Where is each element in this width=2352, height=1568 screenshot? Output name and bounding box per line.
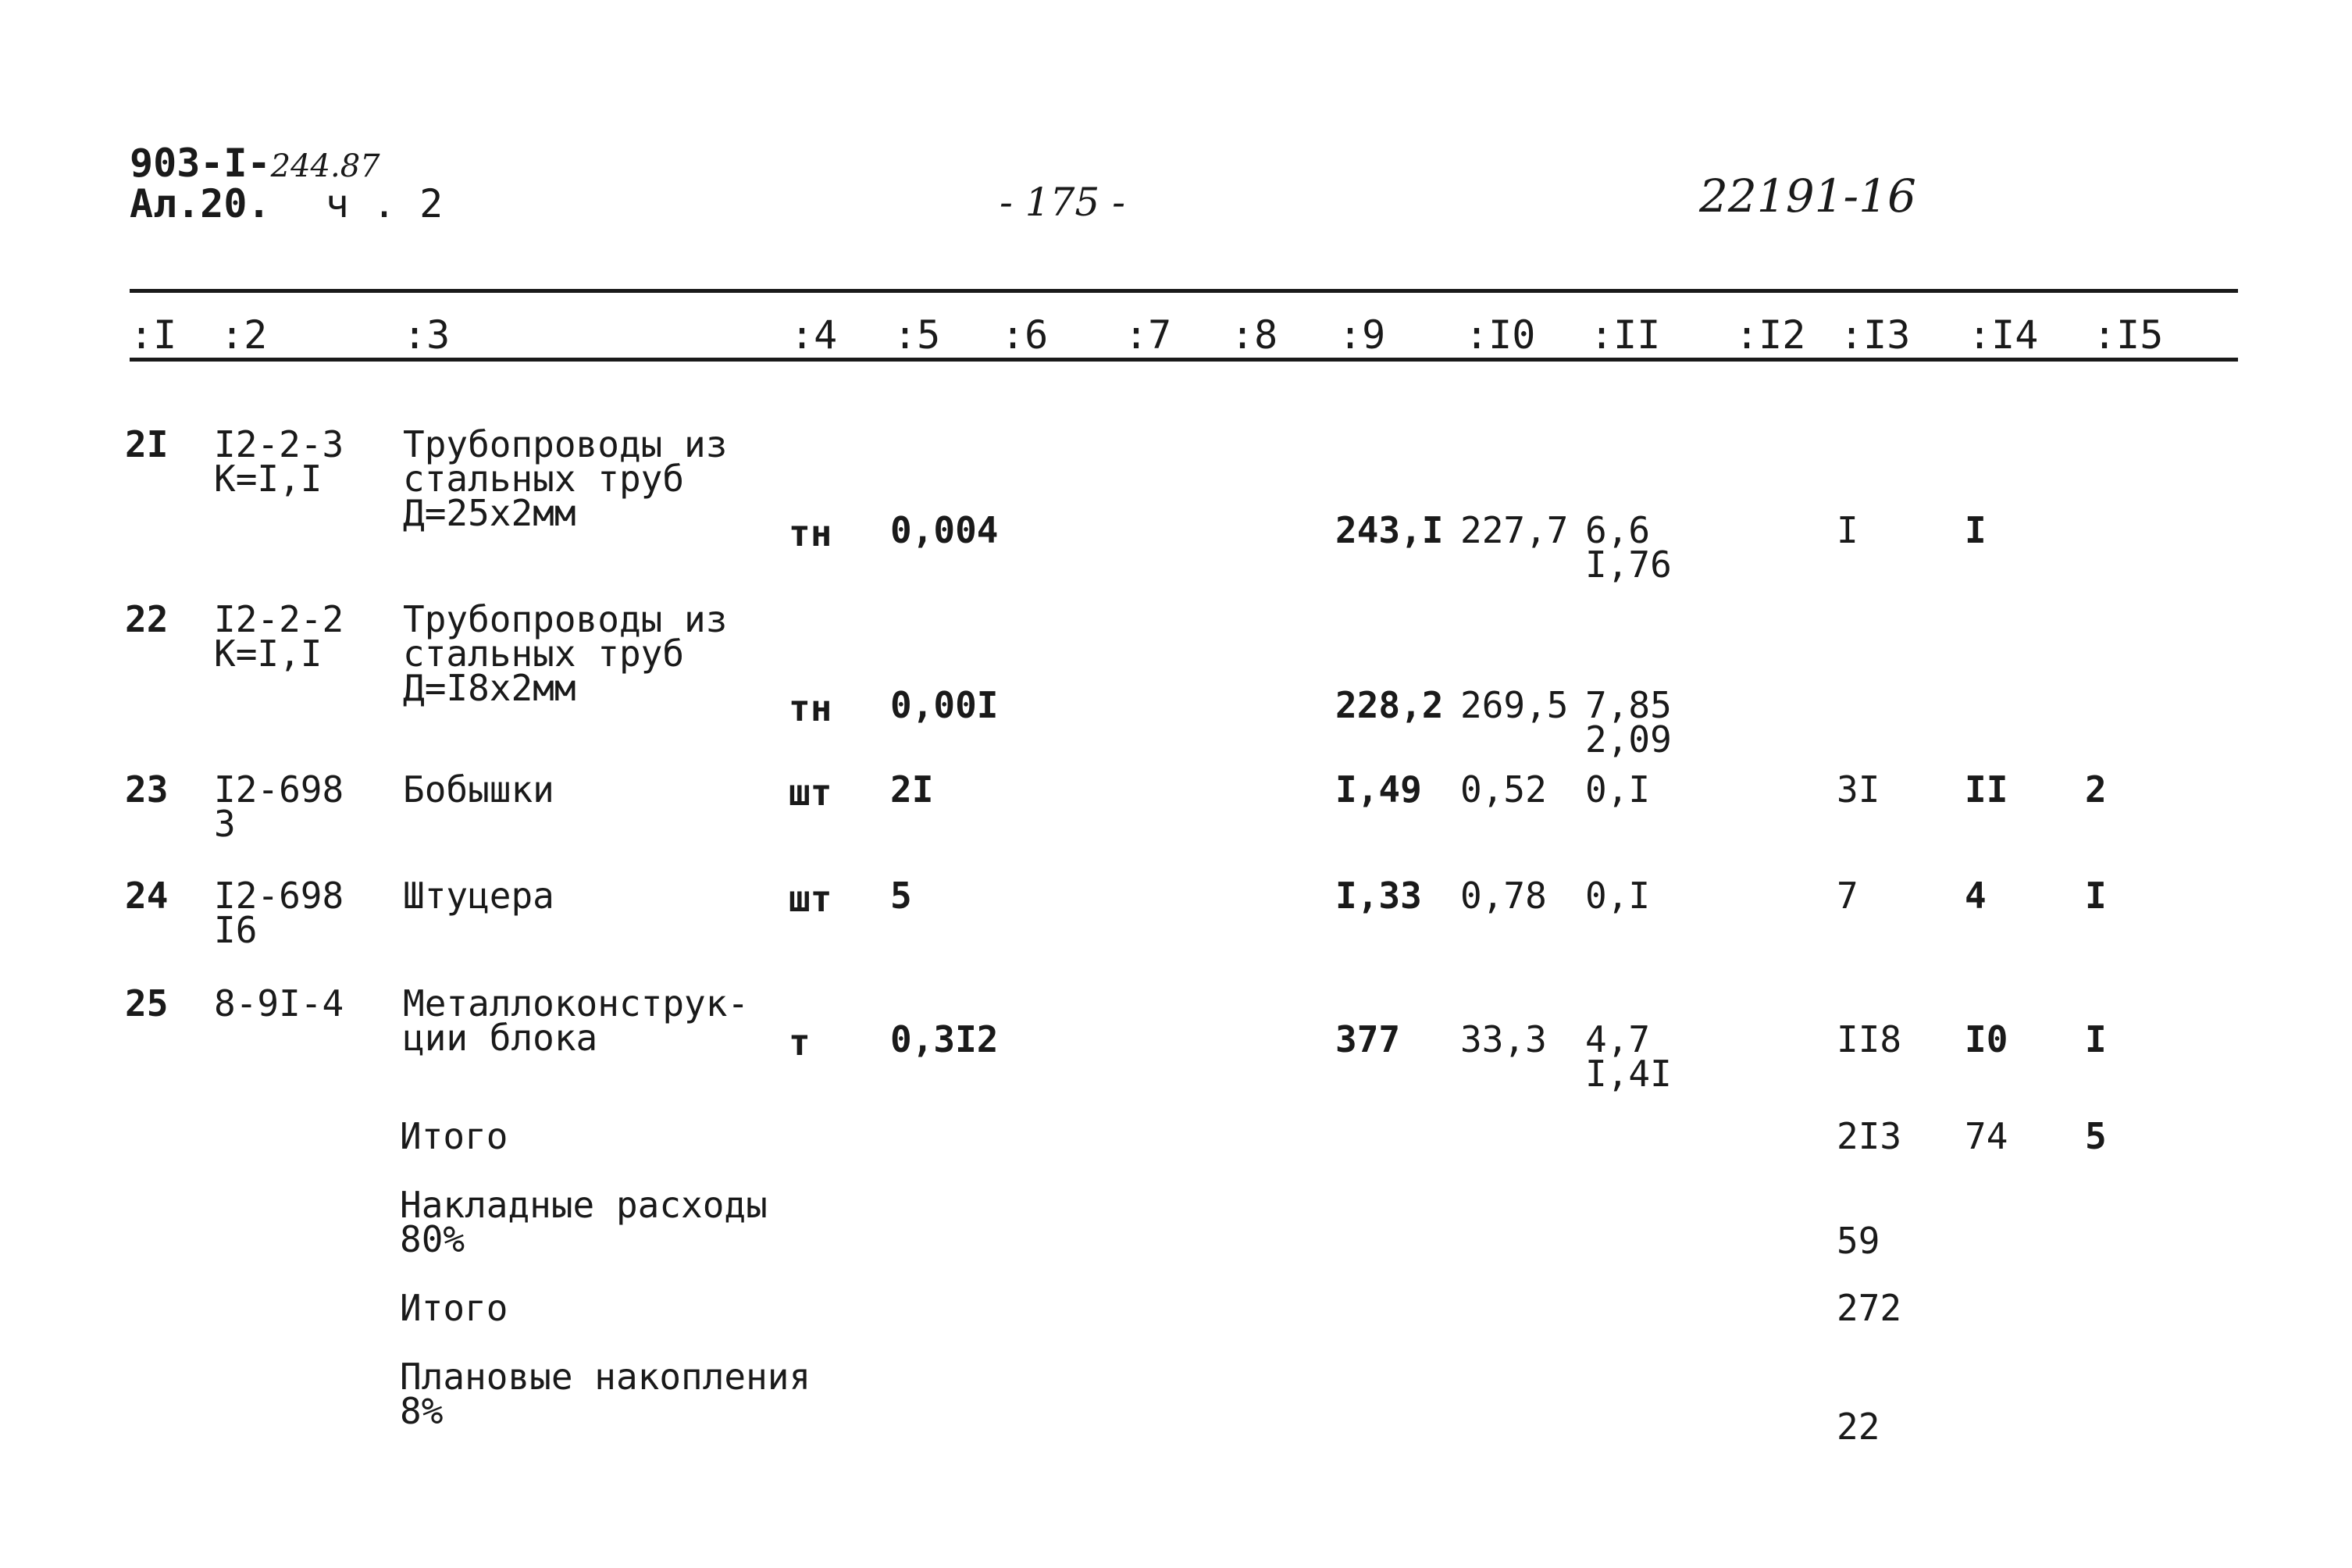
work-name: Штуцера (403, 875, 554, 917)
col-15-value: I (2085, 875, 2107, 917)
top-rule (130, 289, 2238, 293)
norm-code: К=I,I (214, 633, 323, 675)
work-name: Металлоконструк- (403, 982, 750, 1025)
col-11-value: 0,I (1585, 875, 1651, 917)
col-15-value: 2 (2085, 768, 2107, 811)
col-13-value: 272 (1837, 1287, 1902, 1329)
norm-code: I6 (214, 909, 258, 951)
col-13-value: II8 (1837, 1018, 1902, 1060)
work-name: стальных труб (403, 458, 685, 500)
col-10-value: 0,78 (1460, 875, 1547, 917)
column-header-cell: :I5 (2093, 312, 2164, 358)
col-10-value: 269,5 (1460, 684, 1569, 726)
col-14-value: 74 (1965, 1115, 2008, 1157)
album-part-label (130, 181, 444, 226)
totals-label: Плановые накопления (400, 1356, 811, 1398)
column-header-cell: :I4 (1968, 312, 2039, 358)
col-14-value: 4 (1965, 875, 1987, 917)
col-9-value: I,49 (1335, 768, 1422, 811)
document-code-prefix: 903-I- (130, 141, 271, 186)
col-13-value: 7 (1837, 875, 1858, 917)
column-header-cell: :8 (1231, 312, 1278, 358)
column-header-cell: :I (130, 312, 177, 358)
col-13-value: I (1837, 509, 1858, 551)
quantity: 0,3I2 (890, 1018, 999, 1060)
quantity: 0,00I (890, 684, 999, 726)
column-header-cell: :I2 (1735, 312, 1806, 358)
col-11-value: 6,6 (1585, 509, 1651, 551)
col-11-value: 0,I (1585, 768, 1651, 811)
work-name: Д=I8х2мм (403, 667, 576, 709)
column-header-cell: :5 (893, 312, 941, 358)
column-header-cell: :II (1590, 312, 1661, 358)
unit: тн (789, 512, 832, 554)
column-header-cell: :I0 (1465, 312, 1536, 358)
col-9-value: 243,I (1335, 509, 1444, 551)
row-number: 2I (125, 423, 169, 465)
totals-label: Итого (400, 1115, 508, 1157)
col-11-value: 2,09 (1585, 718, 1672, 761)
col-9-value: 228,2 (1335, 684, 1444, 726)
column-header-cell: :4 (790, 312, 838, 358)
col-14-value: II (1965, 768, 2008, 811)
column-header-cell: :3 (403, 312, 451, 358)
register-number: 22191-16 (1699, 169, 1916, 223)
column-header-rule (130, 358, 2238, 362)
col-11-value: I,76 (1585, 543, 1672, 586)
col-14-value: I (1965, 509, 1987, 551)
quantity: 2I (890, 768, 934, 811)
column-header-cell: :2 (220, 312, 268, 358)
unit: тн (789, 687, 832, 729)
document-code-handwritten: 244.87 (270, 148, 380, 184)
col-15-value: I (2085, 1018, 2107, 1060)
part-label: ч . 2 (325, 181, 444, 226)
norm-code: К=I,I (214, 458, 323, 500)
col-10-value: 33,3 (1460, 1018, 1547, 1060)
page-number: - 175 - (1000, 180, 1126, 225)
col-9-value: I,33 (1335, 875, 1422, 917)
work-name: Трубопроводы из (403, 423, 728, 465)
row-number: 25 (125, 982, 169, 1025)
col-10-value: 227,7 (1460, 509, 1569, 551)
col-13-value: 3I (1837, 768, 1880, 811)
norm-code: I2-698 (214, 768, 344, 811)
col-11-value: 4,7 (1585, 1018, 1651, 1060)
col-15-value: 5 (2085, 1115, 2107, 1157)
col-11-value: 7,85 (1585, 684, 1672, 726)
column-header-cell: :I3 (1840, 312, 1911, 358)
totals-label: Накладные расходы (400, 1184, 768, 1226)
col-13-value: 59 (1837, 1220, 1880, 1262)
totals-label: 8% (400, 1390, 444, 1432)
row-number: 24 (125, 875, 169, 917)
quantity: 0,004 (890, 509, 999, 551)
row-number: 22 (125, 598, 169, 640)
column-header-cell: :6 (1001, 312, 1049, 358)
totals-label: Итого (400, 1287, 508, 1329)
col-14-value: I0 (1965, 1018, 2008, 1060)
work-name: стальных труб (403, 633, 685, 675)
column-header-cell: :9 (1338, 312, 1386, 358)
col-10-value: 0,52 (1460, 768, 1547, 811)
unit: шт (789, 878, 832, 920)
norm-code: I2-2-2 (214, 598, 344, 640)
unit: шт (789, 772, 832, 814)
norm-code: 3 (214, 803, 236, 845)
column-header-cell: :7 (1124, 312, 1172, 358)
unit: т (789, 1021, 811, 1064)
quantity: 5 (890, 875, 912, 917)
work-name: Трубопроводы из (403, 598, 728, 640)
work-name: ции блока (403, 1017, 598, 1059)
album-label: Ал.20. (130, 181, 271, 226)
row-number: 23 (125, 768, 169, 811)
norm-code: I2-698 (214, 875, 344, 917)
norm-code: I2-2-3 (214, 423, 344, 465)
totals-label: 80% (400, 1218, 465, 1260)
col-13-value: 22 (1837, 1406, 1880, 1448)
norm-code: 8-9I-4 (214, 982, 344, 1025)
col-9-value: 377 (1335, 1018, 1401, 1060)
work-name: Бобышки (403, 768, 554, 811)
col-11-value: I,4I (1585, 1053, 1672, 1095)
col-13-value: 2I3 (1837, 1115, 1902, 1157)
work-name: Д=25х2мм (403, 492, 576, 534)
document-code (130, 141, 380, 186)
